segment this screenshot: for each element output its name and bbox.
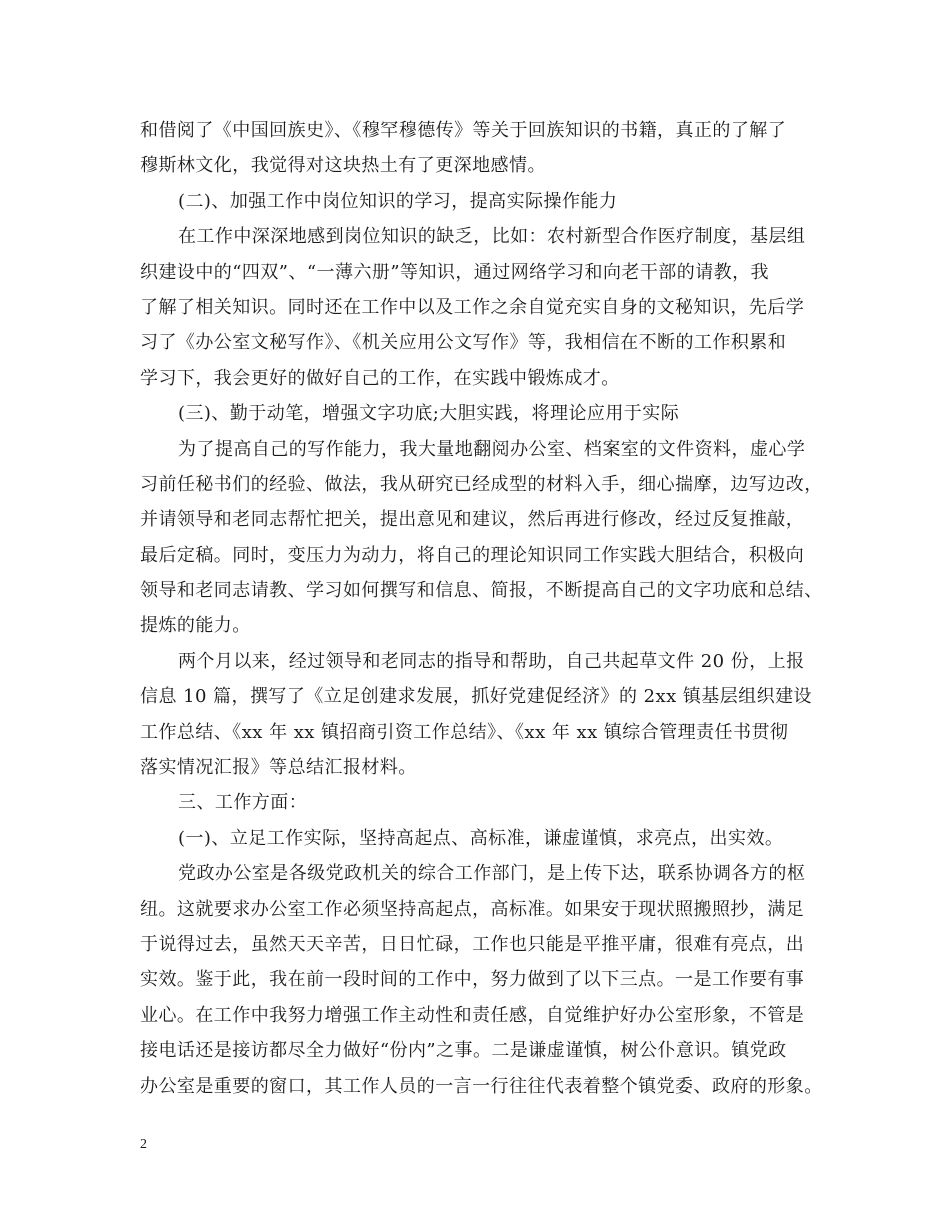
text-line: 信息 10 篇，撰写了《立足创建求发展，抓好党建促经济》的 2xx 镇基层组织建设 (140, 686, 812, 708)
text-line: 党政办公室是各级党政机关的综合工作部门，是上传下达，联系协调各方的枢 (178, 863, 806, 885)
text-line: 在工作中深深地感到岗位知识的缺乏，比如：农村新型合作医疗制度，基层组 (178, 226, 806, 248)
text-line: 工作总结、《xx 年 xx 镇招商引资工作总结》、《xx 年 xx 镇综合管理责任书贯彻 (140, 721, 789, 743)
text-line: 和借阅了《中国回族史》、《穆罕穆德传》等关于回族知识的书籍，真正的了解了 (140, 120, 787, 141)
text-line: 两个月以来，经过领导和老同志的指导和帮助，自己共起草文件 20 份，上报 (178, 650, 805, 672)
text-line: 习前任秘书们的经验、做法，我从研究已经成型的材料入手，细心揣摩，边写边改， (140, 473, 823, 495)
text-line: 织建设中的“四双”、“一薄六册”等知识，通过网络学习和向老干部的请教，我 (140, 261, 770, 283)
document-body (140, 113, 830, 1104)
text-line: 办公室是重要的窗口，其工作人员的一言一行往往代表着整个镇党委、政府的形象。 (140, 1075, 823, 1097)
text-line: (三)、勤于动笔，增强文字功底;大胆实践，将理论应用于实际 (178, 403, 680, 425)
text-line: (二)、加强工作中岗位知识的学习，提高实际操作能力 (178, 190, 618, 212)
text-line: 为了提高自己的写作能力，我大量地翻阅办公室、档案室的文件资料，虚心学 (178, 438, 806, 460)
text-line: 实效。鉴于此，我在前一段时间的工作中，努力做到了以下三点。一是工作要有事 (140, 969, 805, 991)
text-line: 领导和老同志请教、学习如何撰写和信息、简报，不断提高自己的文字功底和总结、 (140, 580, 823, 602)
text-line: 最后定稿。同时，变压力为动力，将自己的理论知识同工作实践大胆结合，积极向 (140, 544, 805, 566)
text-line: 并请领导和老同志帮忙把关，提出意见和建议，然后再进行修改，经过反复推敲， (140, 509, 805, 531)
text-line: 于说得过去，虽然天天辛苦，日日忙碌，工作也只能是平推平庸，很难有亮点，出 (140, 933, 805, 955)
text-line: 三、工作方面： (178, 792, 308, 814)
page-number: 2 (140, 1137, 147, 1152)
text-line: 接电话还是接访都尽全力做好“份内”之事。二是谦虚谨慎，树公仆意识。镇党政 (140, 1040, 787, 1062)
text-line: 落实情况汇报》等总结汇报材料。 (140, 757, 417, 779)
text-line: 业心。在工作中我努力增强工作主动性和责任感，自觉维护好办公室形象，不管是 (140, 1004, 805, 1026)
text-line: 了解了相关知识。同时还在工作中以及工作之余自觉充实自身的文秘知识，先后学 (140, 296, 805, 318)
text-line: 纽。这就要求办公室工作必须坚持高起点，高标准。如果安于现状照搬照抄，满足 (140, 898, 805, 920)
text-line: 学习下，我会更好的做好自己的工作，在实践中锻炼成才。 (140, 367, 620, 389)
text-line: 提炼的能力。 (140, 615, 251, 637)
text-line: 习了《办公室文秘写作》、《机关应用公文写作》等，我相信在不断的工作积累和 (140, 332, 787, 354)
text-line: 穆斯林文化，我觉得对这块热土有了更深地感情。 (140, 155, 546, 177)
text-line: (一)、立足工作实际，坚持高起点、高标准，谦虚谨慎，求亮点，出实效。 (178, 827, 784, 849)
